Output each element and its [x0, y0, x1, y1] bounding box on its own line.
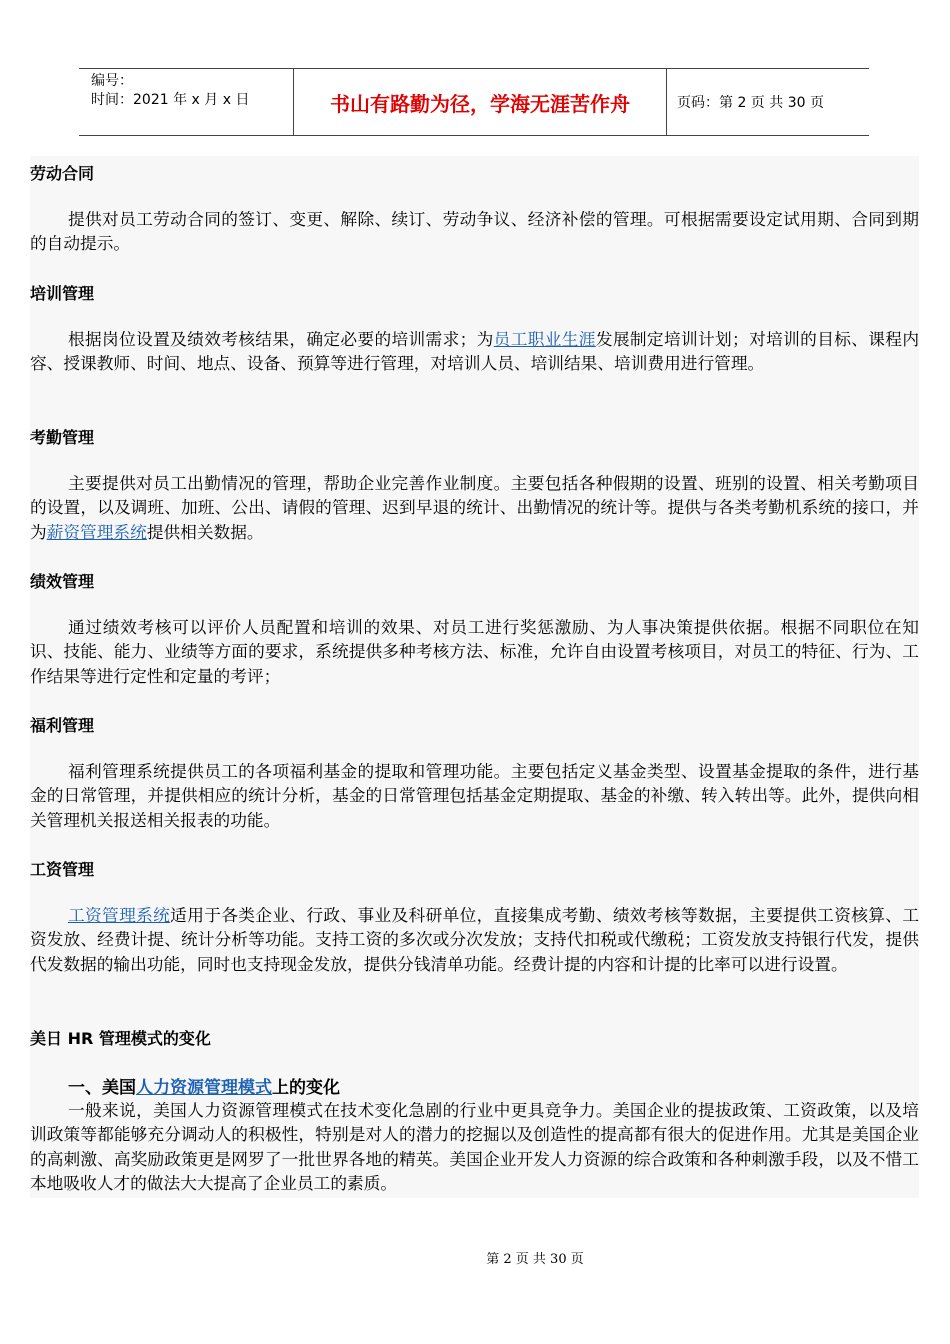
attendance-text-b: 提供相关数据。 — [146, 521, 264, 542]
section-title-welfare: 福利管理 — [30, 716, 95, 735]
paragraph-salary — [30, 903, 919, 976]
paragraph-us-hr: 一般来说，美国人力资源管理模式在技术变化急剧的行业中更具竞争力。美国企业的提拔政策、工资政策，以及培训政策等都能够充分调动人的积极性，特别是对人的潜力的挖掘以及创造性的提高都有很大的促进作用。尤其是美国企业的高刺激、高奖励政策更是网罗了一批世界各地的精英。美国企业开发人力资源的综合政策和各种刺激手段，以及不惜工本地吸收人才的做法大大提高了企业员工的素质。 — [30, 1100, 919, 1194]
subsection-title-us — [68, 1073, 340, 1098]
header-motto: 书山有路勤为径，学海无涯苦作舟 — [294, 69, 667, 135]
section-title-salary: 工资管理 — [30, 860, 95, 879]
section-title-training: 培训管理 — [30, 284, 95, 303]
header-meta — [79, 69, 294, 135]
attendance-text-a: 主要提供对员工出勤情况的管理，帮助企业完善作业制度。主要包括各种假期的设置、班别的设置、相关考勤项目的设置，以及调班、加班、公出、请假的管理、迟到早退的统计、出勤情况的统计等。提供与各类考勤机系统的接口，并为 — [30, 473, 919, 542]
document-time-label: 时间：2021 年 x 月 x 日 — [91, 92, 250, 108]
header-page-label: 页码：第 2 页 共 30 页 — [677, 95, 824, 111]
subsection-text-b: 上的变化 — [272, 1078, 340, 1098]
section-title-performance: 绩效管理 — [30, 572, 95, 591]
link-career-development[interactable]: 员工职业生涯 — [493, 329, 596, 349]
section-title-contract: 劳动合同 — [30, 164, 95, 183]
page-header — [79, 68, 869, 136]
document-body — [30, 156, 919, 1198]
paragraph-welfare: 福利管理系统提供员工的各项福利基金的提取和管理功能。主要包括定义基金类型、设置基金提取的条件，进行基金的日常管理，并提供相应的统计分析，基金的日常管理包括基金定期提取、基金的补缴、转入转出等。此外，提供向相关管理机关报送相关报表的功能。 — [30, 761, 919, 830]
link-hr-model[interactable]: 人力资源管理模式 — [136, 1078, 272, 1098]
document-number-label: 编号： — [91, 73, 133, 89]
paragraph-training — [30, 327, 919, 376]
page-footer: 第 2 页 共 30 页 — [486, 1252, 584, 1267]
training-text-a: 根据岗位设置及绩效考核结果，确定必要的培训需求；为 — [68, 329, 494, 349]
paragraph-contract: 提供对员工劳动合同的签订、变更、解除、续订、劳动争议、经济补偿的管理。可根据需要设定试用期、合同到期的自动提示。 — [30, 209, 919, 254]
section-title-hr-models: 美日 HR 管理模式的变化 — [30, 1029, 211, 1048]
training-text-b: 发展制定培训计划；对培训的目标、课程内容、授课教师、时间、地点、设备、预算等进行管理，对培训人员、培训结果、培训费用进行管理。 — [30, 329, 919, 374]
link-salary-system[interactable]: 工资管理系统 — [68, 905, 171, 925]
link-payroll-system[interactable]: 薪资管理系统 — [46, 521, 147, 542]
paragraph-attendance — [30, 471, 919, 544]
salary-text: 适用于各类企业、行政、事业及科研单位，直接集成考勤、绩效考核等数据，主要提供工资核算、工资发放、经费计提、统计分析等功能。支持工资的多次或分次发放；支持代扣税或代缴税；工资发放支持银行代发，提供代发数据的输出功能，同时也支持现金发放，提供分钱清单功能。经费计提的内容和计提的比率可以进行设置。 — [30, 905, 919, 974]
paragraph-performance: 通过绩效考核可以评价人员配置和培训的效果、对员工进行奖惩激励、为人事决策提供依据。根据不同职位在知识、技能、能力、业绩等方面的要求，系统提供多种考核方法、标准，允许自由设置考核项目，对员工的特征、行为、工作结果等进行定性和定量的考评； — [30, 617, 919, 686]
section-title-attendance: 考勤管理 — [30, 428, 95, 447]
subsection-text-a: 一、美国 — [68, 1078, 136, 1098]
